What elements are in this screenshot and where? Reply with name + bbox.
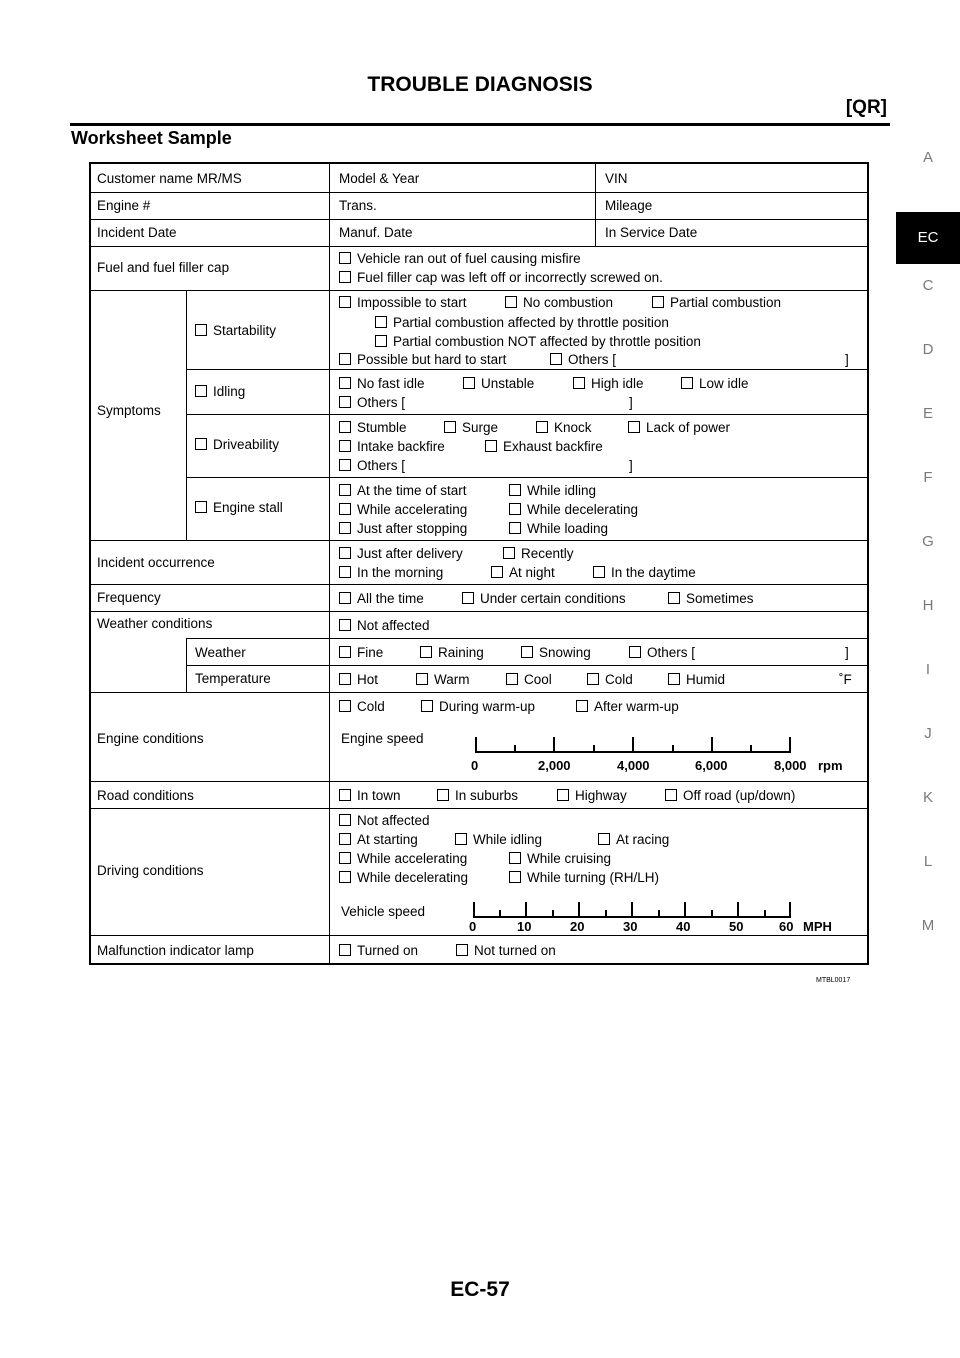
option-no-combustion[interactable]: No combustion (505, 295, 613, 311)
engine-stall-option[interactable]: Engine stall (195, 500, 283, 516)
index-h[interactable]: H (922, 597, 934, 614)
checkbox[interactable] (505, 296, 517, 308)
grid-line (595, 164, 596, 246)
vehicle-speed-label: Vehicle speed (341, 904, 426, 919)
scale-label: 4,000 (617, 758, 650, 773)
option-at-racing[interactable]: At racing (598, 832, 669, 848)
mil-label: Malfunction indicator lamp (97, 943, 254, 958)
option-snowing[interactable]: Snowing (521, 645, 591, 661)
option-exhaust-backfire[interactable]: Exhaust backfire (485, 439, 603, 455)
index-d[interactable]: D (922, 341, 934, 358)
symptoms-label: Symptoms (97, 403, 161, 418)
checkbox[interactable] (576, 700, 588, 712)
grid-line (186, 414, 867, 415)
scale-label: 8,000 (774, 758, 807, 773)
minor-tick (593, 745, 595, 752)
checkbox[interactable] (509, 503, 521, 515)
incident-date-label: Incident Date (97, 225, 177, 240)
checkbox[interactable] (339, 944, 351, 956)
grid-line (91, 290, 867, 291)
idling-option[interactable]: Idling (195, 384, 245, 400)
checkbox[interactable] (339, 440, 351, 452)
checkbox[interactable] (506, 673, 518, 685)
minor-tick (750, 745, 752, 752)
checkbox[interactable] (628, 421, 640, 433)
checkbox[interactable] (681, 377, 693, 389)
grid-line (186, 665, 867, 666)
option-stall-while-idling[interactable]: While idling (509, 483, 596, 499)
checkbox[interactable] (339, 547, 351, 559)
bracket-close: ] (845, 645, 849, 660)
option-during-warm-up[interactable]: During warm-up (421, 699, 535, 715)
temperature-label: Temperature (195, 671, 271, 686)
checkbox[interactable] (521, 646, 533, 658)
option-idling-others[interactable]: Others [ (339, 395, 405, 411)
checkbox[interactable] (339, 673, 351, 685)
scale-label: 10 (517, 919, 532, 934)
major-tick (578, 902, 580, 917)
grid-line (186, 638, 187, 692)
option-in-daytime[interactable]: In the daytime (593, 565, 696, 581)
option-in-suburbs[interactable]: In suburbs (437, 788, 518, 804)
option-stall-decelerating[interactable]: While decelerating (509, 502, 638, 518)
grid-line (91, 584, 867, 585)
option-cold[interactable]: Cold (587, 672, 633, 688)
checkbox[interactable] (339, 852, 351, 864)
option-while-loading[interactable]: While loading (509, 521, 608, 537)
index-e[interactable]: E (922, 405, 933, 422)
checkbox[interactable] (339, 459, 351, 471)
option-fine[interactable]: Fine (339, 645, 383, 661)
minor-tick (514, 745, 516, 752)
section-index (896, 142, 960, 974)
index-i[interactable]: I (925, 661, 931, 678)
minor-tick (711, 910, 713, 917)
checkbox[interactable] (339, 646, 351, 658)
checkbox[interactable] (339, 271, 351, 283)
checkbox[interactable] (339, 619, 351, 631)
weather-conditions-label: Weather conditions (97, 616, 213, 631)
engine-number-label: Engine # (97, 198, 151, 213)
header-rule (70, 123, 890, 126)
checkbox[interactable] (463, 377, 475, 389)
checkbox[interactable] (455, 833, 467, 845)
checkbox[interactable] (339, 503, 351, 515)
checkbox[interactable] (339, 592, 351, 604)
scale-label: 20 (570, 919, 585, 934)
checkbox[interactable] (339, 833, 351, 845)
option-driving-idling[interactable]: While idling (455, 832, 542, 848)
option-cool[interactable]: Cool (506, 672, 552, 688)
option-humid[interactable]: Humid (668, 672, 725, 688)
minor-tick (552, 910, 554, 917)
option-time-of-start[interactable]: At the time of start (339, 483, 467, 499)
index-a[interactable]: A (922, 149, 933, 166)
option-warm[interactable]: Warm (416, 672, 470, 688)
grid-line (186, 290, 187, 540)
option-intake-backfire[interactable]: Intake backfire (339, 439, 445, 455)
option-highway[interactable]: Highway (557, 788, 627, 804)
option-not-turned-on[interactable]: Not turned on (456, 943, 556, 959)
option-stall-accelerating[interactable]: While accelerating (339, 502, 467, 518)
customer-name-label: Customer name MR/MS (97, 171, 242, 186)
option-partial-throttle[interactable]: Partial combustion affected by throttle position (375, 315, 669, 331)
temperature-unit: ˚F (839, 672, 852, 687)
major-tick (789, 902, 791, 917)
driving-conditions-label: Driving conditions (97, 863, 204, 878)
grid-line (91, 781, 867, 782)
page-number: EC-57 (450, 1278, 510, 1301)
trans-label: Trans. (339, 198, 377, 213)
option-impossible-start[interactable]: Impossible to start (339, 295, 467, 311)
checkbox[interactable] (668, 673, 680, 685)
option-driving-decelerating[interactable]: While decelerating (339, 870, 468, 886)
checkbox[interactable] (536, 421, 548, 433)
option-after-warm-up[interactable]: After warm-up (576, 699, 679, 715)
option-stumble[interactable]: Stumble (339, 420, 407, 436)
checkbox[interactable] (598, 833, 610, 845)
checkbox[interactable] (444, 421, 456, 433)
checkbox[interactable] (593, 566, 605, 578)
checkbox[interactable] (339, 353, 351, 365)
checkbox[interactable] (456, 944, 468, 956)
grid-line (91, 611, 867, 612)
option-driving-accelerating[interactable]: While accelerating (339, 851, 467, 867)
option-no-fast-idle[interactable]: No fast idle (339, 376, 425, 392)
option-unstable[interactable]: Unstable (463, 376, 534, 392)
in-service-date-label: In Service Date (605, 225, 698, 240)
section-tag: [QR] (845, 97, 887, 118)
checkbox[interactable] (375, 316, 387, 328)
grid-line (186, 369, 867, 370)
option-low-idle[interactable]: Low idle (681, 376, 749, 392)
checkbox[interactable] (195, 438, 207, 450)
page-title: TROUBLE DIAGNOSIS (367, 73, 593, 96)
checkbox[interactable] (629, 646, 641, 658)
grid-line (91, 246, 867, 247)
scale-label: 50 (729, 919, 744, 934)
scale-label: 2,000 (538, 758, 571, 773)
option-partial-combustion[interactable]: Partial combustion (652, 295, 781, 311)
bracket-close: ] (845, 352, 849, 367)
option-at-night[interactable]: At night (491, 565, 555, 581)
incident-occurrence-label: Incident occurrence (97, 555, 215, 570)
major-tick (473, 902, 475, 917)
scale-label: 60 (779, 919, 794, 934)
option-driving-not-affected[interactable]: Not affected (339, 813, 430, 829)
bracket-close: ] (629, 458, 633, 473)
major-tick (737, 902, 739, 917)
checkbox[interactable] (339, 789, 351, 801)
index-k[interactable]: K (922, 789, 933, 806)
startability-option[interactable]: Startability (195, 323, 276, 339)
index-ec[interactable]: EC (896, 212, 960, 264)
index-l[interactable]: L (923, 853, 933, 870)
option-after-delivery[interactable]: Just after delivery (339, 546, 463, 562)
option-hard-to-start[interactable]: Possible but hard to start (339, 352, 506, 368)
index-j[interactable]: J (924, 725, 932, 742)
grid-line (186, 477, 867, 478)
index-g[interactable]: G (922, 533, 934, 550)
option-lack-of-power[interactable]: Lack of power (628, 420, 730, 436)
grid-line (186, 638, 867, 639)
scale-label: 0 (469, 919, 477, 934)
minor-tick (499, 910, 501, 917)
checkbox[interactable] (550, 353, 562, 365)
checkbox[interactable] (573, 377, 585, 389)
checkbox[interactable] (462, 592, 474, 604)
scale-label: 6,000 (695, 758, 728, 773)
checkbox[interactable] (339, 296, 351, 308)
fuel-option-cap[interactable]: Fuel filler cap was left off or incorrectly screwed on. (339, 270, 663, 286)
option-certain-conditions[interactable]: Under certain conditions (462, 591, 626, 607)
scale-unit: MPH (803, 919, 832, 934)
road-conditions-label: Road conditions (97, 788, 194, 803)
checkbox[interactable] (195, 385, 207, 397)
option-recently[interactable]: Recently (503, 546, 574, 562)
option-all-the-time[interactable]: All the time (339, 591, 424, 607)
option-sometimes[interactable]: Sometimes (668, 591, 754, 607)
checkbox[interactable] (195, 501, 207, 513)
frequency-label: Frequency (97, 590, 161, 605)
major-tick (789, 737, 791, 752)
major-tick (525, 902, 527, 917)
option-partial-not-throttle[interactable]: Partial combustion NOT affected by throttle position (375, 334, 701, 350)
option-high-idle[interactable]: High idle (573, 376, 644, 392)
checkbox[interactable] (509, 871, 521, 883)
option-in-town[interactable]: In town (339, 788, 401, 804)
checkbox[interactable] (339, 522, 351, 534)
checkbox[interactable] (339, 484, 351, 496)
checkbox[interactable] (665, 789, 677, 801)
fuel-label: Fuel and fuel filler cap (97, 260, 230, 275)
checkbox[interactable] (375, 335, 387, 347)
engine-speed-label: Engine speed (341, 731, 424, 746)
checkbox[interactable] (421, 700, 433, 712)
scale-label: 0 (471, 758, 479, 773)
option-turned-on[interactable]: Turned on (339, 943, 418, 959)
checkbox[interactable] (652, 296, 664, 308)
bracket-close: ] (629, 395, 633, 410)
driveability-option[interactable]: Driveability (195, 437, 279, 453)
grid-line (91, 808, 867, 809)
weather-label: Weather (195, 645, 246, 660)
grid-line (91, 540, 867, 541)
checkbox[interactable] (339, 566, 351, 578)
scale-label: 30 (623, 919, 638, 934)
checkbox[interactable] (503, 547, 515, 559)
checkbox[interactable] (339, 377, 351, 389)
minor-tick (764, 910, 766, 917)
option-hot[interactable]: Hot (339, 672, 378, 688)
checkbox[interactable] (485, 440, 497, 452)
minor-tick (658, 910, 660, 917)
option-surge[interactable]: Surge (444, 420, 498, 436)
section-subtitle: Worksheet Sample (71, 128, 232, 148)
figure-code: MTBL0017 (816, 977, 851, 984)
checkbox[interactable] (339, 814, 351, 826)
option-engine-cold[interactable]: Cold (339, 699, 385, 715)
minor-tick (672, 745, 674, 752)
checkbox[interactable] (420, 646, 432, 658)
option-in-morning[interactable]: In the morning (339, 565, 443, 581)
grid-line (329, 164, 330, 963)
grid-line (91, 192, 867, 193)
major-tick (711, 737, 713, 752)
index-m[interactable]: M (921, 917, 935, 934)
vin-label: VIN (605, 171, 628, 186)
option-after-stopping[interactable]: Just after stopping (339, 521, 467, 537)
index-f[interactable]: F (923, 469, 933, 486)
model-year-label: Model & Year (339, 171, 420, 186)
checkbox[interactable] (195, 324, 207, 336)
manuf-date-label: Manuf. Date (339, 225, 413, 240)
checkbox[interactable] (339, 252, 351, 264)
option-driveability-others[interactable]: Others [ (339, 458, 405, 474)
checkbox[interactable] (587, 673, 599, 685)
worksheet-table (89, 162, 869, 965)
option-off-road[interactable]: Off road (up/down) (665, 788, 795, 804)
checkbox[interactable] (339, 700, 351, 712)
option-weather-not-affected[interactable]: Not affected (339, 618, 430, 634)
checkbox[interactable] (668, 592, 680, 604)
checkbox[interactable] (339, 871, 351, 883)
scale-unit: rpm (818, 758, 843, 773)
fuel-option-ran-out[interactable]: Vehicle ran out of fuel causing misfire (339, 251, 581, 267)
option-weather-others[interactable]: Others [ (629, 645, 695, 661)
checkbox[interactable] (509, 852, 521, 864)
option-while-cruising[interactable]: While cruising (509, 851, 611, 867)
option-startability-others[interactable]: Others [ (550, 352, 616, 368)
major-tick (632, 737, 634, 752)
minor-tick (605, 910, 607, 917)
grid-line (91, 692, 867, 693)
checkbox[interactable] (339, 421, 351, 433)
checkbox[interactable] (509, 484, 521, 496)
option-raining[interactable]: Raining (420, 645, 484, 661)
major-tick (684, 902, 686, 917)
option-while-turning[interactable]: While turning (RH/LH) (509, 870, 659, 886)
grid-line (91, 935, 867, 936)
checkbox[interactable] (557, 789, 569, 801)
checkbox[interactable] (437, 789, 449, 801)
major-tick (553, 737, 555, 752)
checkbox[interactable] (491, 566, 503, 578)
major-tick (475, 737, 477, 752)
checkbox[interactable] (416, 673, 428, 685)
grid-line (91, 219, 867, 220)
scale-label: 40 (676, 919, 691, 934)
engine-conditions-label: Engine conditions (97, 731, 204, 746)
option-knock[interactable]: Knock (536, 420, 592, 436)
checkbox[interactable] (339, 396, 351, 408)
index-c[interactable]: C (922, 277, 934, 294)
checkbox[interactable] (509, 522, 521, 534)
option-at-starting[interactable]: At starting (339, 832, 418, 848)
major-tick (631, 902, 633, 917)
mileage-label: Mileage (605, 198, 653, 213)
